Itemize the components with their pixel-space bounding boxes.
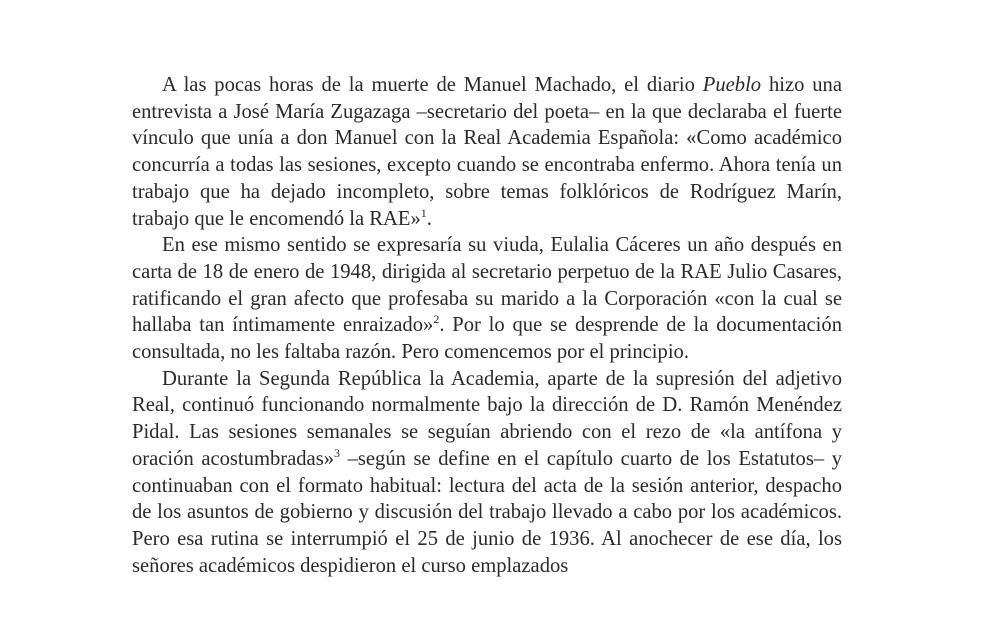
text-run: . bbox=[426, 207, 432, 230]
text-run: Durante la Segunda República la Academia, aparte de la supresión del adjetivo Real, continuó funcionando normalmente bajo la dirección de D. Ramón Menéndez Pidal. Las sesiones semanales se seguían abriendo con el rezo de «la antífona y oración acostumbradas» bbox=[132, 367, 842, 470]
footnote-ref[interactable]: 3 bbox=[334, 445, 341, 460]
paragraph bbox=[132, 366, 842, 580]
text-run: . Por lo que se desprende de la documentación consultada, no les faltaba razón. Pero comencemos por el principio. bbox=[132, 314, 842, 364]
newspaper-title: Pueblo bbox=[702, 74, 762, 96]
text-run: En ese mismo sentido se expresaría su viuda, Eulalia Cáceres un año después en carta de 18 de enero de 1948, dirigida al secretario perpetuo de la RAE Julio Casares, ratificando el gran afecto que profesaba su marido a la Corporación «con la cual se hallaba tan íntimamente enraizado» bbox=[132, 234, 842, 337]
text-run: hizo una entrevista a José María Zugazaga –secretario del poeta– en la que declaraba el fuerte vínculo que unía a don Manuel con la Real Academia Española: «Como académico concurría a todas las sesiones, excepto cuando se encontraba enfermo. Ahora tenía un trabajo que ha dejado incompleto, sobre temas folklóricos de Rodríguez Marín, trabajo que le encomendó la RAE» bbox=[132, 74, 842, 230]
footnote-ref[interactable]: 2 bbox=[433, 312, 440, 327]
paragraph bbox=[132, 72, 842, 232]
text-run: A las pocas horas de la muerte de Manuel Machado, el diario bbox=[162, 74, 703, 96]
paragraph bbox=[132, 232, 842, 366]
text-run: –según se define en el capítulo cuarto de los Estatutos– y continuaban con el formato habitual: lectura del acta de la sesión anterior, despacho de los asuntos de gobierno y discusión del trabajo llevado a cabo por los académicos. Pero esa rutina se interrumpió el 25 de junio de 1936. Al anochecer de ese día, los señores académicos despidieron el curso emplazados bbox=[132, 447, 843, 577]
footnote-ref[interactable]: 1 bbox=[420, 205, 427, 220]
document-page bbox=[132, 72, 842, 579]
